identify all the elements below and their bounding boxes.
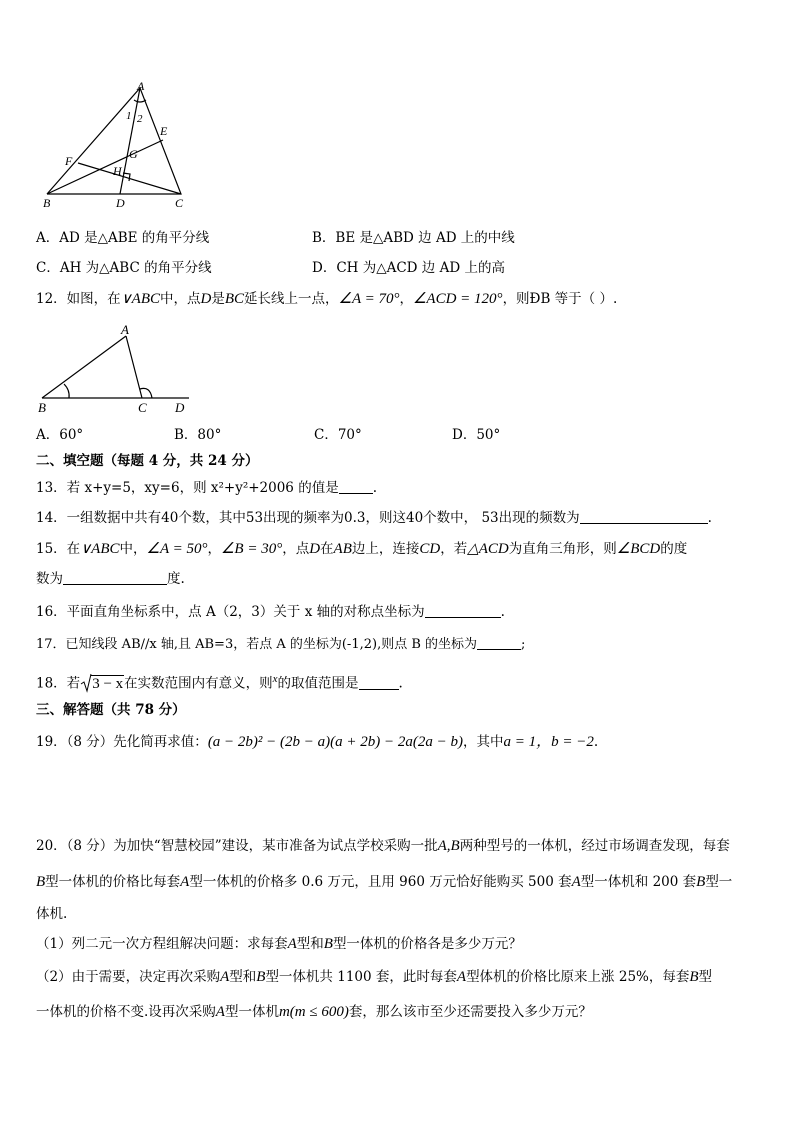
- option-c: C．AH 为△ABC 的角平分线: [36, 260, 212, 276]
- label-a: A: [137, 79, 145, 93]
- question-13: 13．若 x+y=5，xy=6，则 x²+y²+2006 的值是 .: [36, 480, 377, 496]
- question-19: 19．（8 分）先化简再求值：(a − 2b)² − (2b − a)(a + 2b) − 2a(2a − b)，其中a = 1，b = −2.: [36, 734, 599, 750]
- label-h: H: [113, 164, 122, 178]
- question-16: 16．平面直角坐标系中，点 A（2，3）关于 x 轴的对称点坐标为 .: [36, 604, 505, 620]
- segment-ba: [42, 336, 126, 398]
- q12-option-c: C．70°: [314, 427, 362, 443]
- label-c: C: [175, 196, 184, 210]
- question-12: 12．如图，在∨ABC中，点D是BC延长线上一点，∠A = 70°，∠ACD = 120°，则ÐB 等于（ ）.: [36, 291, 618, 307]
- question-18: 18．若 3 − x在实数范围内有意义，则$^x$的取值范围是 .: [36, 673, 403, 692]
- question-15-line-2: 数为 度.: [36, 571, 185, 587]
- label-g: G: [129, 147, 138, 161]
- option-a: A．AD 是△ABE 的角平分线: [36, 230, 210, 246]
- label-b: B: [38, 400, 46, 415]
- section-3-heading: 三、解答题（共 78 分）: [36, 702, 186, 718]
- question-15-line-1: 15．在∨ABC中，∠A = 50°，∠B = 30°，点D在AB边上，连接CD，若△ACD为直角三角形，则∠BCD的度: [36, 541, 688, 557]
- question-20-part-2: （2）由于需要，决定再次采购A型和B型一体机共 1100 套，此时每套A型体机的价格比原来上涨 25%，每套B型: [36, 969, 713, 985]
- label-d: D: [175, 400, 185, 415]
- label-c: C: [138, 400, 147, 415]
- option-d: D．CH 为△ACD 边 AD 上的高: [312, 260, 505, 276]
- question-17: 17．已知线段 AB//x 轴,且 AB=3，若点 A 的坐标为(-1,2),则点 B 的坐标为 ;: [36, 637, 526, 652]
- triangle-figure-2: [34, 318, 194, 416]
- label-f: F: [65, 154, 73, 168]
- label-2: 2: [137, 113, 143, 125]
- segment-ac: [126, 336, 142, 398]
- label-a: A: [121, 322, 129, 337]
- section-2-heading: 二、填空题（每题 4 分，共 24 分）: [36, 453, 259, 469]
- triangle-figure-1: [36, 78, 206, 210]
- answer-blank-15[interactable]: [63, 570, 167, 585]
- answer-blank-17[interactable]: [477, 635, 521, 650]
- q12-option-b: B．80°: [174, 427, 222, 443]
- question-14: 14．一组数据中共有40个数，其中53出现的频率为0.3，则这40个数中， 53出现的频数为 .: [36, 510, 712, 526]
- label-1: 1: [126, 110, 132, 122]
- sqrt-expression: 3 − x: [80, 675, 124, 693]
- question-20-line-6: 一体机的价格不变.设再次采购A型一体机m(m ≤ 600)套，那么该市至少还需要投入多少万元？: [36, 1004, 592, 1020]
- label-d: D: [116, 196, 125, 210]
- question-20-line-1: 20．（8 分）为加快“智慧校园”建设，某市准备为试点学校采购一批A,B两种型号的一体机，经过市场调查发现，每套: [36, 838, 730, 854]
- answer-blank-13[interactable]: [339, 479, 373, 494]
- answer-blank-18[interactable]: [359, 675, 399, 690]
- answer-blank-14[interactable]: [580, 509, 708, 524]
- q12-option-a: A．60°: [36, 427, 84, 443]
- question-20-line-3: 体机.: [36, 906, 68, 922]
- angle-arc-b: [64, 384, 69, 398]
- q12-option-d: D．50°: [452, 427, 501, 443]
- label-e: E: [160, 124, 168, 138]
- question-20-part-1: （1）列二元一次方程组解决问题：求每套A型和B型一体机的价格各是多少万元？: [36, 936, 522, 952]
- answer-blank-16[interactable]: [425, 603, 501, 618]
- option-b: B．BE 是△ABD 边 AD 上的中线: [312, 230, 515, 246]
- question-20-line-2: B型一体机的价格比每套A型一体机的价格多 0.6 万元，且用 960 万元恰好能购买 500 套A型一体机和 200 套B型一: [36, 874, 733, 890]
- label-b: B: [43, 196, 51, 210]
